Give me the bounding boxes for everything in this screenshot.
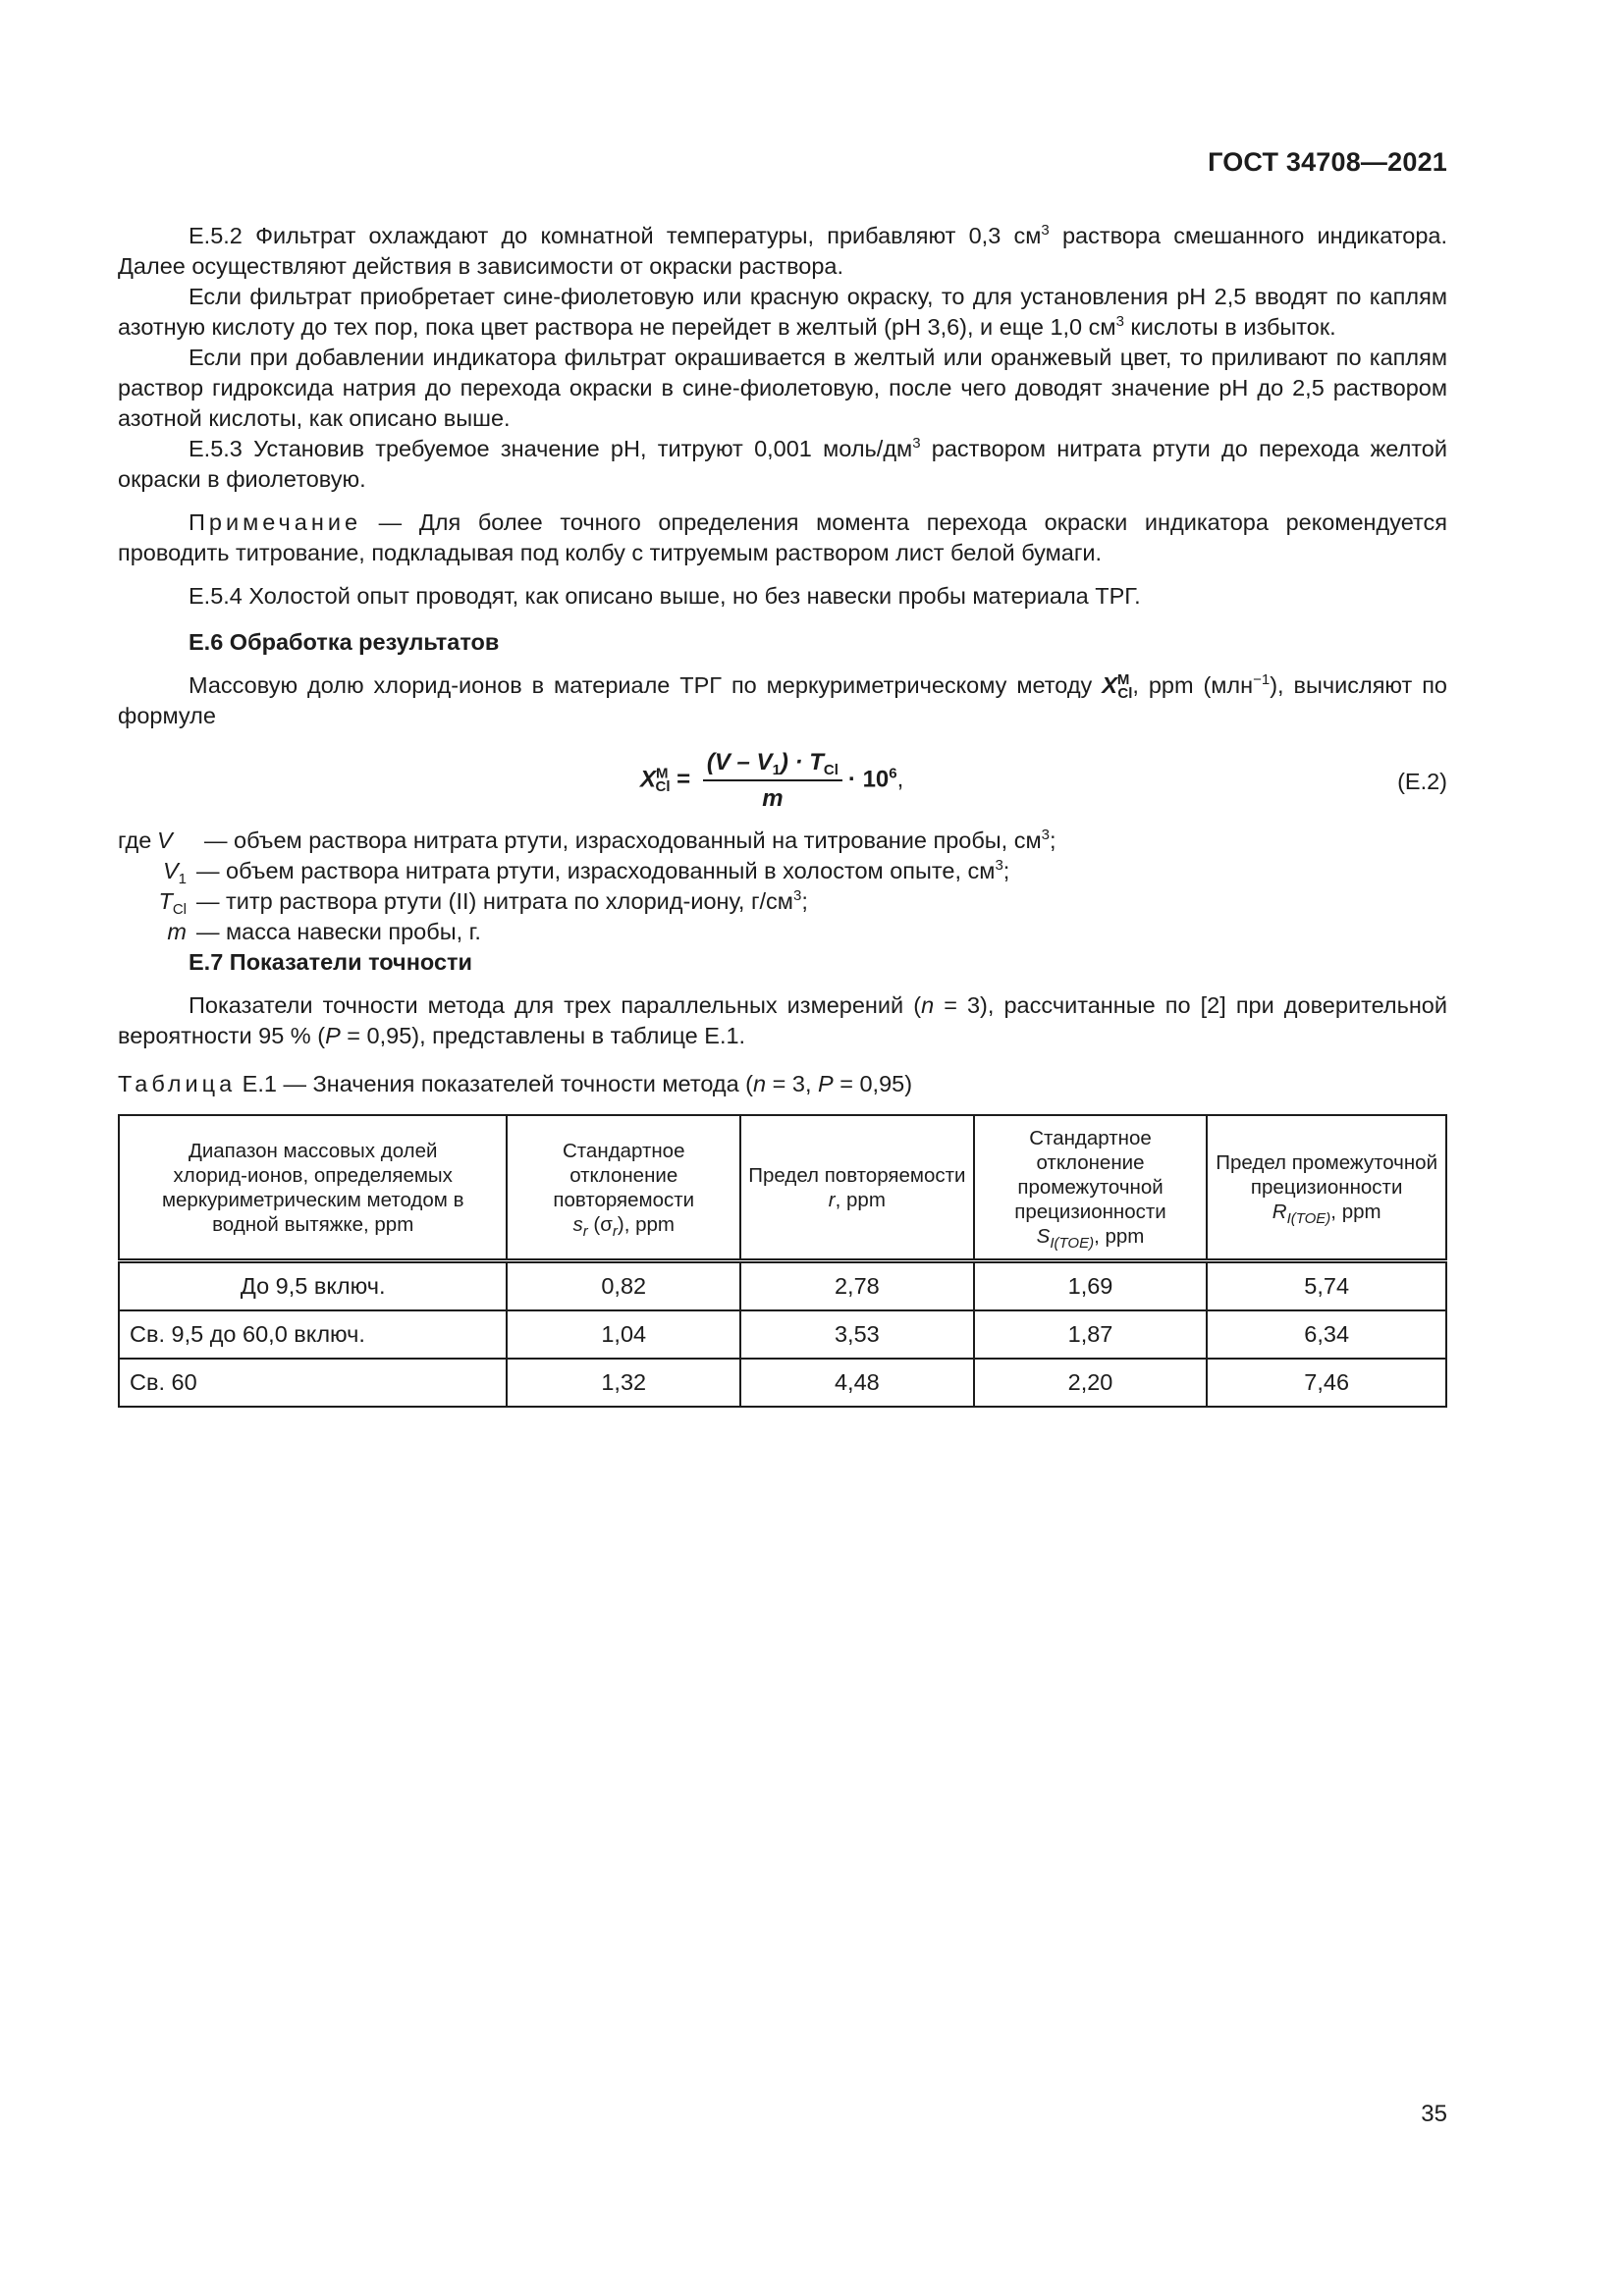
superscript: M <box>1116 671 1130 688</box>
page-number: 35 <box>1421 2101 1447 2127</box>
formula-e2 <box>640 747 903 814</box>
superscript: −1 <box>1253 671 1271 688</box>
symbol: P <box>818 1071 834 1096</box>
symbol: m <box>167 919 187 944</box>
subscript: Cl <box>655 778 671 796</box>
text: = 0,95), представлены в таблице Е.1. <box>340 1023 746 1048</box>
definition-symbol <box>157 826 204 856</box>
superscript: M <box>656 765 669 782</box>
caption-label: Таблица <box>118 1071 237 1096</box>
definition-row <box>118 826 1447 856</box>
definition-lead: где <box>118 828 152 853</box>
text: — объем раствора нитрата ртути, израсходованный в холостом опыте, см <box>196 858 996 883</box>
definition-text <box>196 886 808 917</box>
symbol: n <box>753 1071 767 1096</box>
text: Стандартное отклонение промежуточной прецизионности <box>1014 1127 1166 1223</box>
symbol: X <box>1102 672 1117 698</box>
text: , <box>896 766 904 793</box>
table-row <box>119 1359 1446 1407</box>
text: Массовую долю хлорид-ионов в материале ТРГ по меркуриметрическому методу <box>189 672 1103 698</box>
text: — объем раствора нитрата ртути, израсходованный на титрование пробы, см <box>204 828 1042 853</box>
column-header: Диапазон массовых долей хлорид-ионов, определяемых меркуриметрическим методом в водной вытяжке, ppm <box>119 1115 507 1261</box>
paragraph-e52-alkali: Если при добавлении индикатора фильтрат окрашивается в желтый или оранжевый цвет, то приливают по каплям раствор гидроксида натрия до перехода окраски в сине-фиолетовую, после чего доводят значение рН до 2,5 раствором азотной кислоты, как описано выше. <box>118 345 1447 431</box>
paragraph-e53 <box>118 434 1447 495</box>
table-cell: 1,04 <box>507 1310 740 1359</box>
table-cell: Св. 60 <box>119 1359 507 1407</box>
text: (σ <box>587 1212 613 1236</box>
text: ) · T <box>780 749 824 775</box>
superscript: 3 <box>912 435 921 452</box>
text: = 3, <box>766 1071 819 1096</box>
subscript: 1 <box>772 762 781 778</box>
definition-symbol <box>118 886 196 917</box>
definition-symbol <box>118 856 196 886</box>
table-cell: 5,74 <box>1207 1261 1446 1311</box>
table-caption <box>118 1069 1447 1099</box>
table-cell: 7,46 <box>1207 1359 1446 1407</box>
numerator <box>703 747 842 781</box>
table-cell: 1,87 <box>974 1310 1208 1359</box>
text: Е.1 — Значения показателей точности метода ( <box>236 1071 754 1096</box>
note-text: — Для более точного определения момента перехода окраски индикатора рекомендуется проводить титрование, подкладывая под колбу с титруемым раствором лист белой бумаги. <box>118 509 1447 565</box>
text: Стандартное отклонение повторяемости <box>553 1139 695 1211</box>
symbol: V <box>162 858 179 883</box>
text: , ppm <box>1330 1201 1381 1223</box>
section-heading-e7: Е.7 Показатели точности <box>189 949 472 975</box>
document-page <box>118 0 1447 2296</box>
subscript: r <box>582 1222 588 1240</box>
symbol: V <box>157 828 173 853</box>
column-header <box>740 1115 974 1261</box>
table-cell: 1,32 <box>507 1359 740 1407</box>
definition-text <box>196 917 481 947</box>
formula-lhs: X <box>640 766 657 793</box>
table-cell: 0,82 <box>507 1261 740 1311</box>
text: — масса навески пробы, г. <box>196 919 481 944</box>
note-label: Примечание <box>189 509 362 535</box>
document-code: ГОСТ 34708—2021 <box>1208 147 1447 177</box>
superscript: 3 <box>792 887 802 904</box>
paragraph-e6-intro <box>118 670 1447 731</box>
subscript: Cl <box>172 901 187 918</box>
superscript: 3 <box>1115 313 1124 330</box>
text: Предел повторяемости <box>748 1163 966 1187</box>
definition-row <box>118 917 1447 947</box>
section-heading-e6: Е.6 Обработка результатов <box>189 629 500 655</box>
variable-definitions <box>118 826 1447 947</box>
table-cell: 2,78 <box>740 1261 974 1311</box>
table-cell: 1,69 <box>974 1261 1208 1311</box>
text: , ppm (млн <box>1132 672 1254 698</box>
superscript: 3 <box>1041 222 1050 239</box>
text: — титр раствора ртути (II) нитрата по хлорид-иону, г/см <box>196 888 793 914</box>
text: (V – V <box>706 749 773 775</box>
subscript: I(TOE) <box>1286 1210 1331 1227</box>
formula-block <box>118 741 1447 820</box>
subscript: 1 <box>178 871 187 887</box>
subscript: r <box>612 1222 618 1240</box>
symbol: r <box>828 1188 836 1211</box>
text: ), вычисляют по формуле <box>118 672 1447 728</box>
superscript: 6 <box>889 765 897 782</box>
text: ; <box>801 888 808 914</box>
paragraph-e54: Е.5.4 Холостой опыт проводят, как описано выше, но без навески пробы материала ТРГ. <box>189 583 1141 609</box>
superscript: 3 <box>995 857 1003 874</box>
paragraph-e52 <box>118 221 1447 282</box>
note <box>118 507 1447 568</box>
table-row <box>119 1310 1446 1359</box>
table-cell: 4,48 <box>740 1359 974 1407</box>
text: Если фильтрат приобретает сине-фиолетовую или красную окраску, то для установления рН 2,5 вводят по каплям азотную кислоту до тех пор, пока цвет раствора не перейдет в желтый (рН 3,6), и еще 1,0 см <box>118 284 1447 340</box>
text: раствора смешанного индикатора. Далее осуществляют действия в зависимости от окраски раствора. <box>118 223 1448 279</box>
equation-number: (Е.2) <box>1397 769 1447 794</box>
text: раствором нитрата ртути до перехода желтой окраски в фиолетовую. <box>118 436 1447 492</box>
symbol: S <box>1036 1225 1051 1248</box>
table-cell: 3,53 <box>740 1310 974 1359</box>
accuracy-table <box>118 1114 1447 1408</box>
definition-text <box>196 856 1009 886</box>
text: = 3), рассчитанные по [2] при доверительной вероятности 95 % ( <box>118 992 1447 1048</box>
symbol: T <box>158 888 173 914</box>
text: Е.5.2 Фильтрат охлаждают до комнатной температуры, прибавляют 0,3 см <box>189 223 1042 248</box>
equals-sign: = <box>670 766 697 793</box>
superscript: 3 <box>1041 827 1050 843</box>
table-cell: 2,20 <box>974 1359 1208 1407</box>
table-cell: До 9,5 включ. <box>119 1261 507 1311</box>
table-cell: 6,34 <box>1207 1310 1446 1359</box>
text: ; <box>1002 858 1010 883</box>
text: Показатели точности метода для трех параллельных измерений ( <box>189 992 922 1018</box>
paragraph-e52-acid <box>118 282 1447 343</box>
table-cell: Св. 9,5 до 60,0 включ. <box>119 1310 507 1359</box>
table-row <box>119 1261 1446 1311</box>
text: Предел промежуточной прецизионности <box>1216 1151 1438 1199</box>
column-header <box>507 1115 740 1261</box>
symbol: s <box>572 1212 583 1236</box>
subscript: Cl <box>823 762 839 778</box>
paragraph-e7 <box>118 990 1447 1051</box>
text: ), ppm <box>617 1212 675 1236</box>
text: = 0,95) <box>833 1071 913 1096</box>
text: , ppm <box>835 1188 886 1211</box>
text: ; <box>1050 828 1056 853</box>
denominator: m <box>762 785 784 812</box>
text: , ppm <box>1094 1225 1145 1248</box>
text: Е.5.3 Установив требуемое значение рН, титруют 0,001 моль/дм <box>189 436 913 461</box>
multiplier: · 10 <box>847 766 890 793</box>
table-header-row <box>119 1115 1446 1261</box>
symbol: R <box>1272 1201 1287 1223</box>
text: кислоты в избыток. <box>1123 314 1336 340</box>
subscript: Cl <box>1117 685 1133 702</box>
definition-row <box>118 886 1447 917</box>
definition-symbol <box>118 917 196 947</box>
definition-row <box>118 856 1447 886</box>
subscript: I(TOE) <box>1050 1235 1095 1252</box>
symbol: P <box>325 1023 341 1048</box>
column-header <box>974 1115 1208 1261</box>
definition-text <box>204 826 1056 856</box>
fraction <box>703 747 842 814</box>
symbol: n <box>921 992 935 1018</box>
document-body <box>118 221 1447 1408</box>
column-header <box>1207 1115 1446 1261</box>
